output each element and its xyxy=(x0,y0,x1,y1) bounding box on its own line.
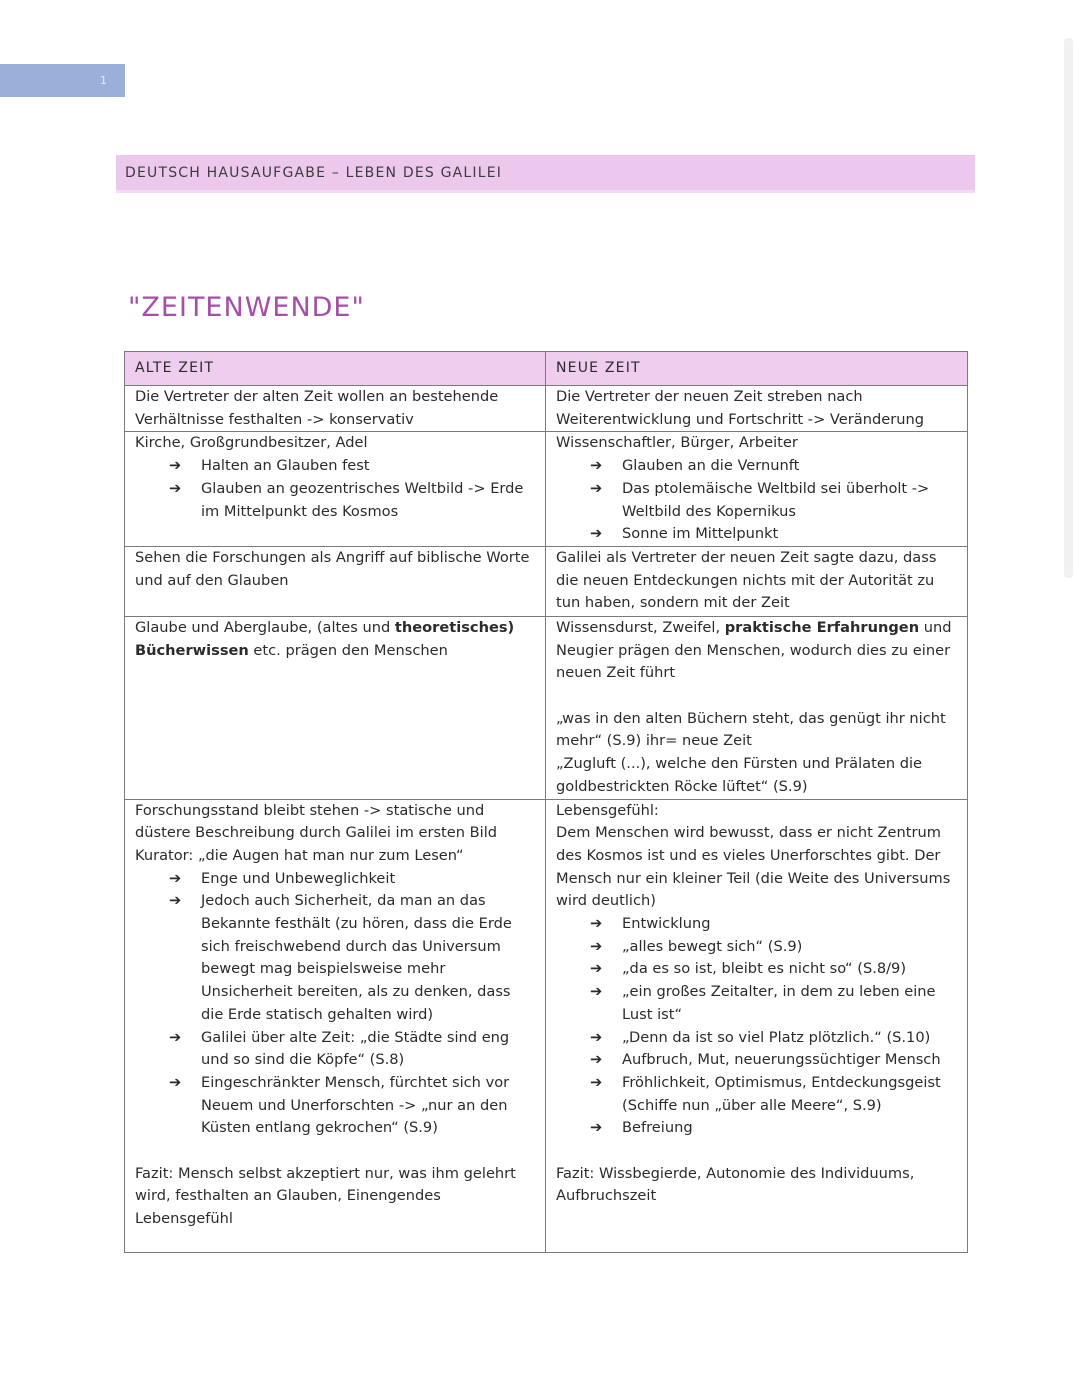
fazit: Fazit: Mensch selbst akzeptiert nur, was ihm gelehrt wird, festhalten an Glauben, Einengendes Lebensgefühl xyxy=(135,1164,516,1228)
cell-intro: Dem Menschen wird bewusst, dass er nicht Zentrum des Kosmos ist und es vieles Unerforschtes gibt. Der Mensch nur ein kleiner Teil (die Weite des Universums wird deutlich) xyxy=(556,824,951,910)
cell-intro: Wissenschaftler, Bürger, Arbeiter xyxy=(556,434,798,452)
list-item: ➔ „da es so ist, bleibt es nicht so“ (S.8/9) xyxy=(556,958,959,981)
table-row xyxy=(125,546,968,616)
cell-label: Lebensgefühl: xyxy=(556,801,659,819)
cell-intro: Kirche, Großgrundbesitzer, Adel xyxy=(135,434,368,452)
list-item: ➔ Entwicklung xyxy=(556,913,959,936)
page-number-tab xyxy=(0,64,125,97)
bullet-list xyxy=(135,868,537,1140)
table-header-row xyxy=(125,352,968,386)
arrow-right-icon: ➔ xyxy=(169,869,182,887)
list-item: ➔ „Denn da ist so viel Platz plötzlich.“ (S.10) xyxy=(556,1027,959,1050)
list-item: ➔ Glauben an geozentrisches Weltbild -> Erde im Mittelpunkt des Kosmos xyxy=(169,479,524,520)
list-item: ➔ Sonne im Mittelpunkt xyxy=(556,523,959,546)
arrow-right-icon: ➔ xyxy=(590,525,603,543)
table-cell-alt: Glaube und Aberglaube, (altes und theoretisches) Bücherwissen etc. prägen den Menschen xyxy=(125,616,546,799)
arrow-right-icon: ➔ xyxy=(590,937,603,955)
page-title: "ZEITENWENDE" xyxy=(128,292,365,323)
table-row xyxy=(125,432,968,547)
list-item: ➔ Halten an Glauben fest xyxy=(135,455,537,478)
arrow-right-icon: ➔ xyxy=(590,479,603,497)
table-cell-alt: Sehen die Forschungen als Angriff auf biblische Worte und auf den Glauben xyxy=(125,546,546,616)
arrow-right-icon: ➔ xyxy=(169,479,182,497)
arrow-right-icon: ➔ xyxy=(590,915,603,933)
arrow-right-icon: ➔ xyxy=(590,1119,603,1137)
table-cell-neu xyxy=(546,616,968,799)
list-item: ➔ Eingeschränkter Mensch, fürchtet sich vor Neuem und Unerforschten -> „nur an den Küsten entlang gekrochen“ (S.9) xyxy=(169,1073,510,1137)
document-header xyxy=(116,155,975,193)
page-number: 1 xyxy=(100,74,107,87)
table-cell-neu: Galilei als Vertreter der neuen Zeit sagte dazu, dass die neuen Entdeckungen nichts mit der Autorität zu tun haben, sondern mit der Zeit xyxy=(546,546,968,616)
column-header-neue-zeit: NEUE ZEIT xyxy=(546,352,968,386)
arrow-right-icon: ➔ xyxy=(590,983,603,1001)
arrow-right-icon: ➔ xyxy=(169,1073,182,1091)
table-row xyxy=(125,386,968,432)
bullet-list xyxy=(135,455,537,523)
list-item: ➔ Befreiung xyxy=(556,1117,959,1140)
fazit: Fazit: Wissbegierde, Autonomie des Individuums, Aufbruchszeit xyxy=(556,1164,915,1205)
list-item: ➔ „alles bewegt sich“ (S.9) xyxy=(556,936,959,959)
list-item: ➔ Glauben an die Vernunft xyxy=(556,455,959,478)
table-cell-alt: Die Vertreter der alten Zeit wollen an bestehende Verhältnisse festhalten -> konservativ xyxy=(125,386,546,432)
table-cell-alt xyxy=(125,432,546,547)
arrow-right-icon: ➔ xyxy=(169,892,182,910)
table-row xyxy=(125,799,968,1252)
list-item: ➔ Das ptolemäische Weltbild sei überholt -> Weltbild des Kopernikus xyxy=(590,479,930,520)
table-cell-neu xyxy=(546,799,968,1252)
column-header-alte-zeit: ALTE ZEIT xyxy=(125,352,546,386)
table-cell-neu xyxy=(546,432,968,547)
arrow-right-icon: ➔ xyxy=(590,457,603,475)
table-cell-alt xyxy=(125,799,546,1252)
table-row xyxy=(125,616,968,799)
arrow-right-icon: ➔ xyxy=(169,1028,182,1046)
arrow-right-icon: ➔ xyxy=(169,457,182,475)
list-item: ➔ Aufbruch, Mut, neuerungssüchtiger Mensch xyxy=(556,1049,959,1072)
comparison-table xyxy=(124,351,968,1253)
list-item: ➔ Jedoch auch Sicherheit, da man an das Bekannte festhält (zu hören, dass die Erde sich freischwebend durch das Universum bewegt mag beispielsweise mehr Unsicherheit bereiten, als zu denken, dass die Erde statisch gehalten wird) xyxy=(169,892,512,1023)
list-item: ➔ Fröhlichkeit, Optimismus, Entdeckungsgeist (Schiffe nun „über alle Meere“, S.9) xyxy=(590,1073,941,1114)
table-cell-neu: Die Vertreter der neuen Zeit streben nach Weiterentwicklung und Fortschritt -> Veränderung xyxy=(546,386,968,432)
cell-text: Wissensdurst, Zweifel, praktische Erfahrungen und Neugier prägen den Menschen, wodurch dies zu einer neuen Zeit führt xyxy=(556,618,952,682)
quote: „was in den alten Büchern steht, das genügt ihr nicht mehr“ (S.9) ihr= neue Zeit xyxy=(556,709,946,750)
document-header-title: DEUTSCH HAUSAUFGABE – LEBEN DES GALILEI xyxy=(125,164,503,181)
arrow-right-icon: ➔ xyxy=(590,1051,603,1069)
bullet-list xyxy=(556,455,959,546)
list-item: ➔ Enge und Unbeweglichkeit xyxy=(135,868,537,891)
bullet-list xyxy=(556,913,959,1140)
arrow-right-icon: ➔ xyxy=(590,1028,603,1046)
list-item: ➔ „ein großes Zeitalter, in dem zu leben eine Lust ist“ xyxy=(590,983,936,1023)
quote: „Zugluft (...), welche den Fürsten und Prälaten die goldbestrickten Röcke lüftet“ (S.9) xyxy=(556,755,922,795)
scrollbar[interactable] xyxy=(1064,38,1073,578)
list-item: ➔ Galilei über alte Zeit: „die Städte sind eng und so sind die Köpfe“ (S.8) xyxy=(169,1028,510,1069)
arrow-right-icon: ➔ xyxy=(590,1073,603,1091)
arrow-right-icon: ➔ xyxy=(590,960,603,978)
cell-intro: Forschungsstand bleibt stehen -> statische und düstere Beschreibung durch Galilei im ersten Bild Kurator: „die Augen hat man nur zum Lesen“ xyxy=(135,801,498,864)
